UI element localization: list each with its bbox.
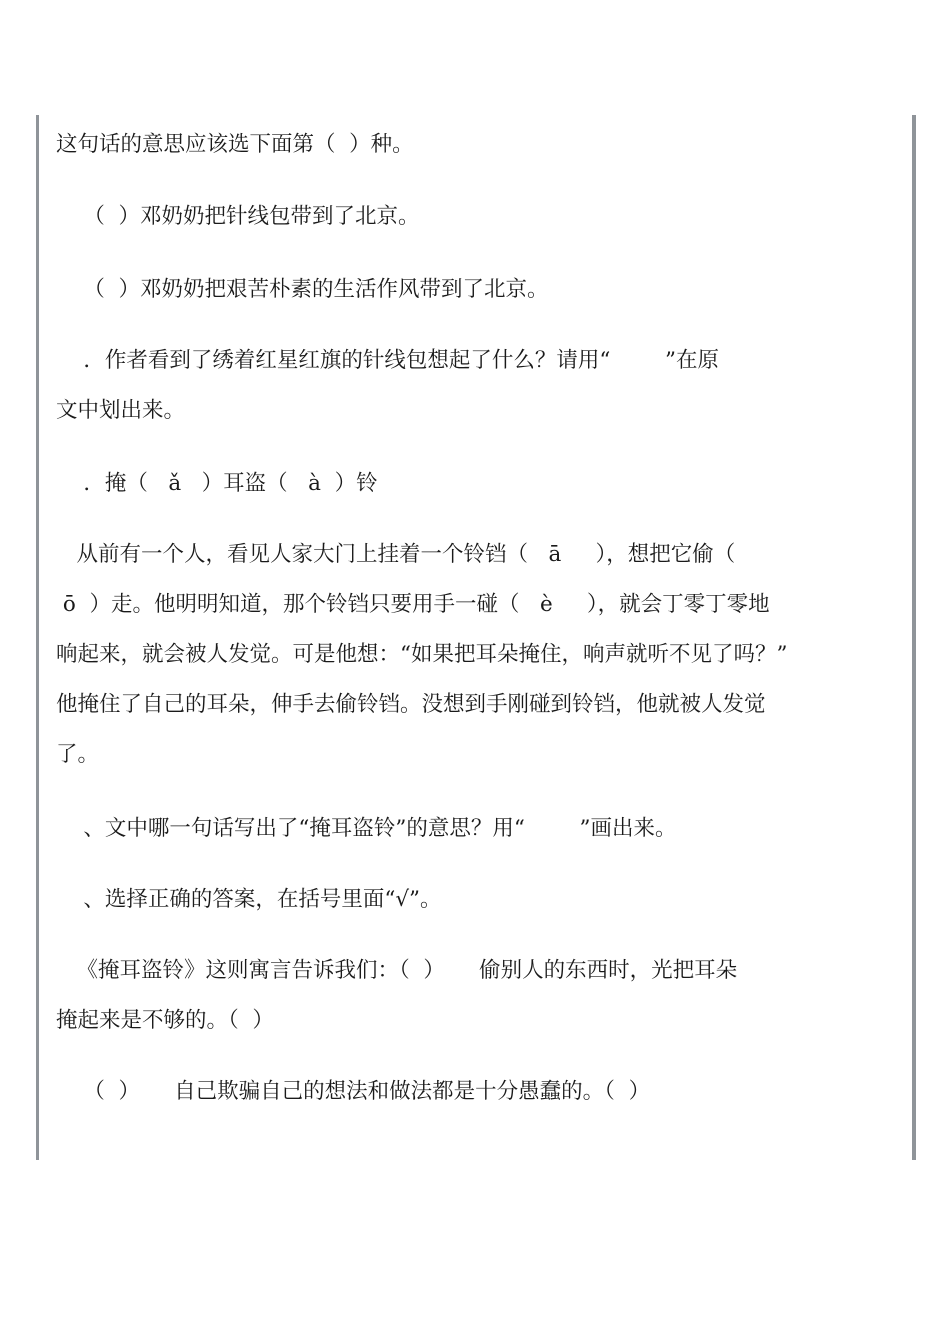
option-1: （ ）邓奶奶把针线包带到了北京。 [56,204,420,229]
answer-line: 《掩耳盗铃》这则寓言告诉我们：（ ） 偷别人的东西时，光把耳朵 [56,958,738,983]
story-line: 了。 [56,742,100,767]
question-intro: 这句话的意思应该选下面第（ ）种。 [56,132,414,157]
question-3-cont: 文中划出来。 [56,398,186,423]
story-line: 响起来，就会被人发觉。可是他想：“如果把耳朵掩住，响声就听不见了吗？” [56,642,788,667]
story-line: ō ）走。他明明知道，那个铃铛只要用手一碰（ è ），就会丁零丁零地 [56,592,770,617]
section-title: ．掩（ ǎ ）耳盗（ à ）铃 [56,471,378,496]
question-1: 、文中哪一句话写出了“掩耳盗铃”的意思？用“ ”画出来。 [56,816,677,841]
answer-line: 掩起来是不够的。（ ） [56,1008,274,1033]
story-line: 从前有一个人，看见人家大门上挂着一个铃铛（ ā ），想把它偷（ [56,542,736,567]
page-border-right [912,115,916,1160]
story-line: 他掩住了自己的耳朵，伸手去偷铃铛。没想到手刚碰到铃铛，他就被人发觉 [56,692,766,717]
answer-option: （ ） 自己欺骗自己的想法和做法都是十分愚蠢的。（ ） [56,1079,651,1104]
answer-paragraph [56,946,892,1046]
question-3: ．作者看到了绣着红星红旗的针线包想起了什么？请用“ ”在原 [56,348,719,373]
story-paragraph [56,530,892,780]
question-2: 、选择正确的答案，在括号里面“√”。 [56,887,442,912]
option-2: （ ）邓奶奶把艰苦朴素的生活作风带到了北京。 [56,277,549,302]
page-border-left [36,115,39,1160]
